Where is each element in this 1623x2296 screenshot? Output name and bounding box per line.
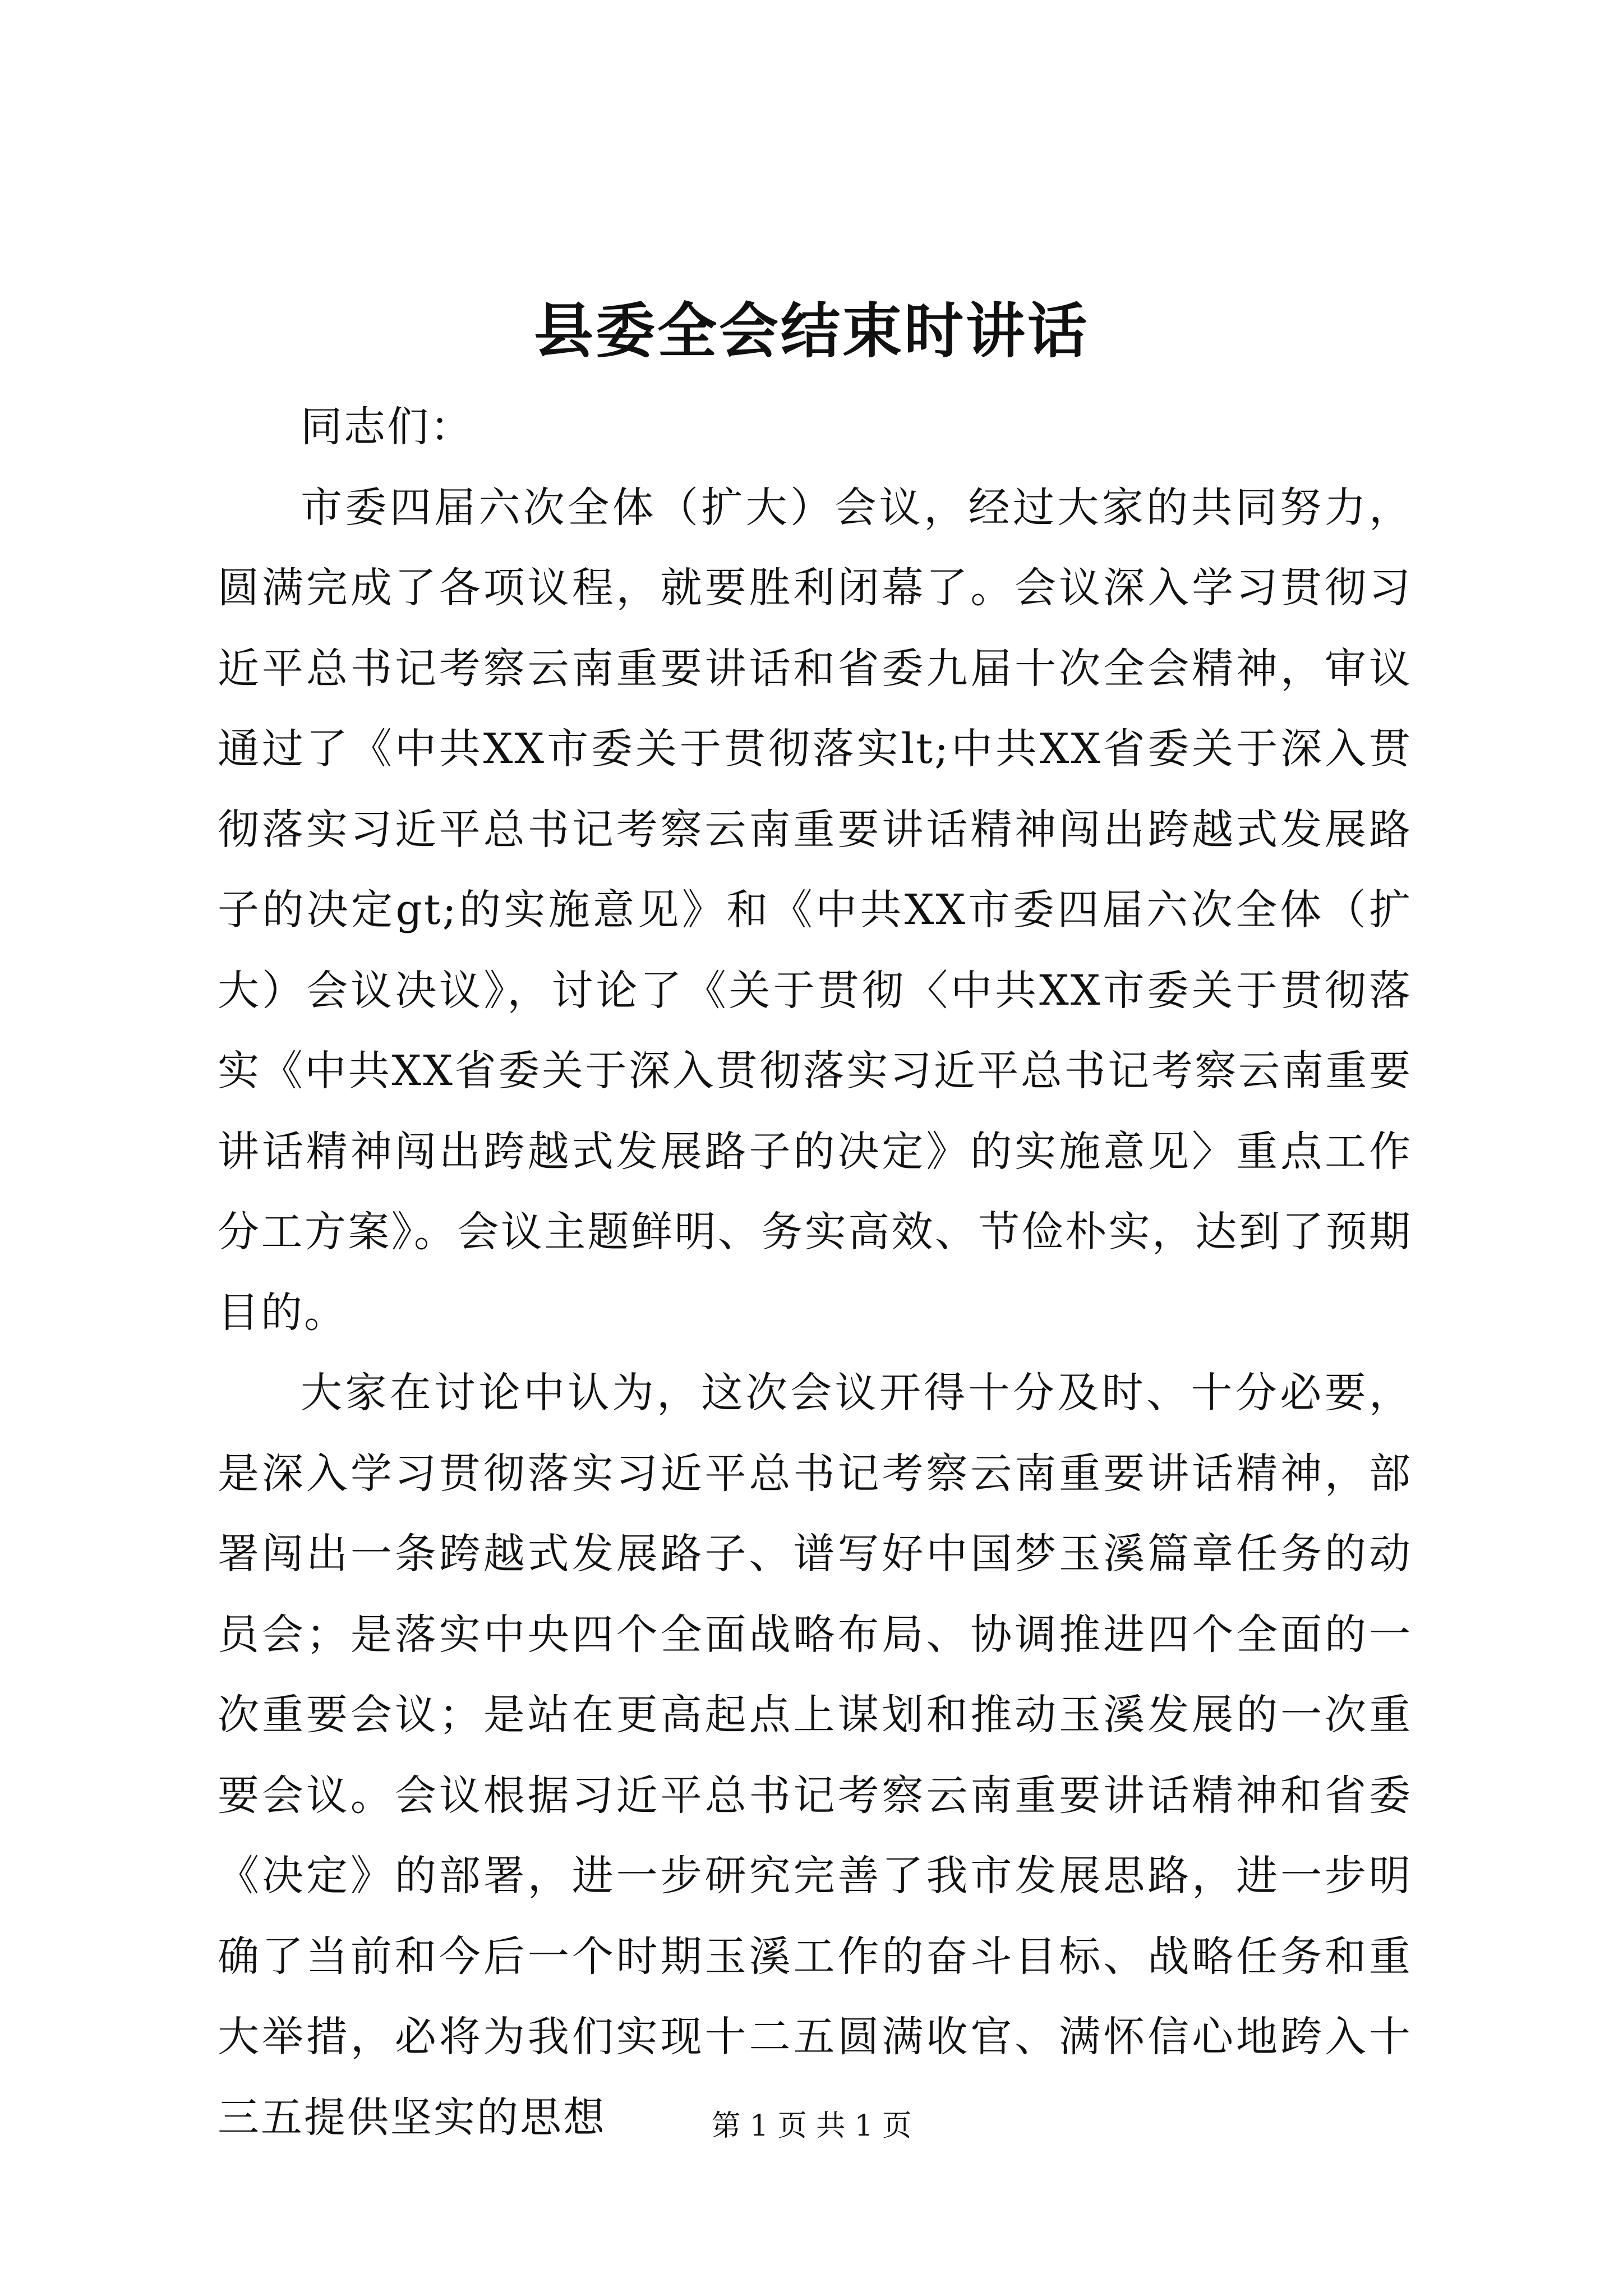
document-body <box>218 387 1412 2158</box>
document-title: 县委全会结束时讲话 <box>534 296 1089 366</box>
page-number-footer: 第 1 页 共 1 页 <box>711 2109 912 2143</box>
salutation: 同志们： <box>301 403 473 451</box>
paragraph-2: 大家在讨论中认为，这次会议开得十分及时、十分必要，是深入学习贯彻落实习近平总书记考察云南重要讲话精神，部署闯出一条跨越式发展路子、谱写好中国梦玉溪篇章任务的动员会；是落实中央四个全面战略布局、协调推进四个全面的一次重要会议；是站在更高起点上谋划和推动玉溪发展的一次重要会议。会议根据习近平总书记考察云南重要讲话精神和省委《决定》的部署，进一步研究完善了我市发展思路，进一步明确了当前和今后一个时期玉溪工作的奋斗目标、战略任务和重大举措，必将为我们实现十二五圆满收官、满怀信心地跨入十三五提供坚实的思想 <box>218 1369 1412 2142</box>
paragraph-1: 市委四届六次全体（扩大）会议，经过大家的共同努力，圆满完成了各项议程，就要胜利闭幕了。会议深入学习贯彻习近平总书记考察云南重要讲话和省委九届十次全会精神，审议通过了《中共XX市委关于贯彻落实lt;中共XX省委关于深入贯彻落实习近平总书记考察云南重要讲话精神闯出跨越式发展路子的决定gt;的实施意见》和《中共XX市委四届六次全体（扩大）会议决议》，讨论了《关于贯彻〈中共XX市委关于贯彻落实《中共XX省委关于深入贯彻落实习近平总书记考察云南重要讲话精神闯出跨越式发展路子的决定》的实施意见〉重点工作分工方案》。会议主题鲜明、务实高效、节俭朴实，达到了预期目的。 <box>218 483 1412 1337</box>
